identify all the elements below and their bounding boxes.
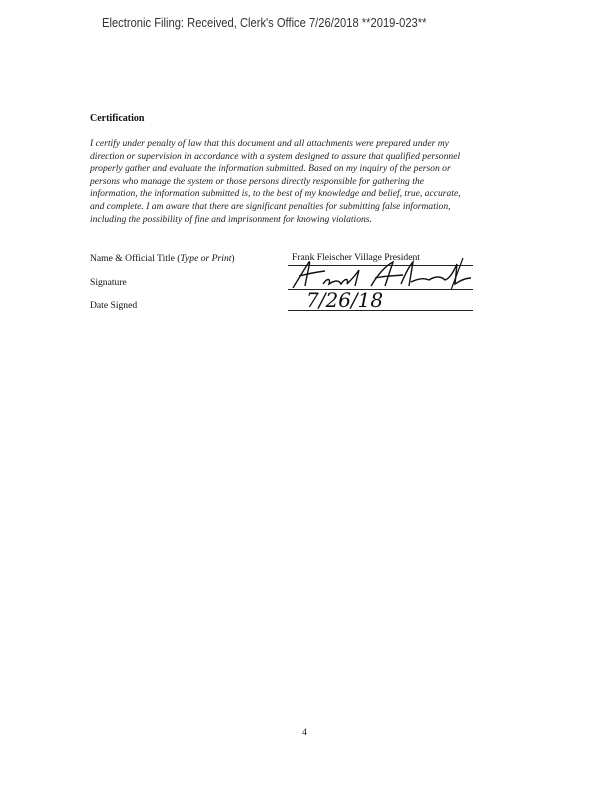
certification-line: including the possibility of fine and imprisonment for knowing violations. bbox=[90, 213, 372, 225]
page-number: 4 bbox=[302, 727, 307, 738]
filing-stamp: Electronic Filing: Received, Clerk's Office 7/26/2018 **2019-023** bbox=[102, 15, 427, 30]
date-signed-value: 7/26/18 bbox=[306, 288, 384, 312]
certification-heading: Certification bbox=[90, 113, 145, 124]
certification-line: persons who manage the system or those persons directly responsible for gathering the bbox=[90, 175, 424, 187]
certification-line: direction or supervision in accordance with a system designed to assure that qualified personnel bbox=[90, 150, 461, 162]
date-signed-label: Date Signed bbox=[90, 300, 138, 311]
handwritten-date bbox=[300, 285, 390, 315]
signature-label: Signature bbox=[90, 277, 127, 288]
certification-text bbox=[90, 138, 530, 226]
certification-line: I certify under penalty of law that this document and all attachments were prepared under my bbox=[90, 138, 449, 149]
name-title-value: Frank Fleischer Village President bbox=[292, 252, 420, 263]
name-title-label: Name & Official Title (Type or Print) bbox=[90, 253, 235, 264]
certification-line: properly gather and evaluate the information submitted. Based on my inquiry of the person or bbox=[90, 163, 451, 175]
certification-line: information, the information submitted is, to the best of my knowledge and belief, true, accurate, bbox=[90, 188, 461, 200]
certification-line: and complete. I am aware that there are significant penalties for submitting false information, bbox=[90, 200, 451, 212]
